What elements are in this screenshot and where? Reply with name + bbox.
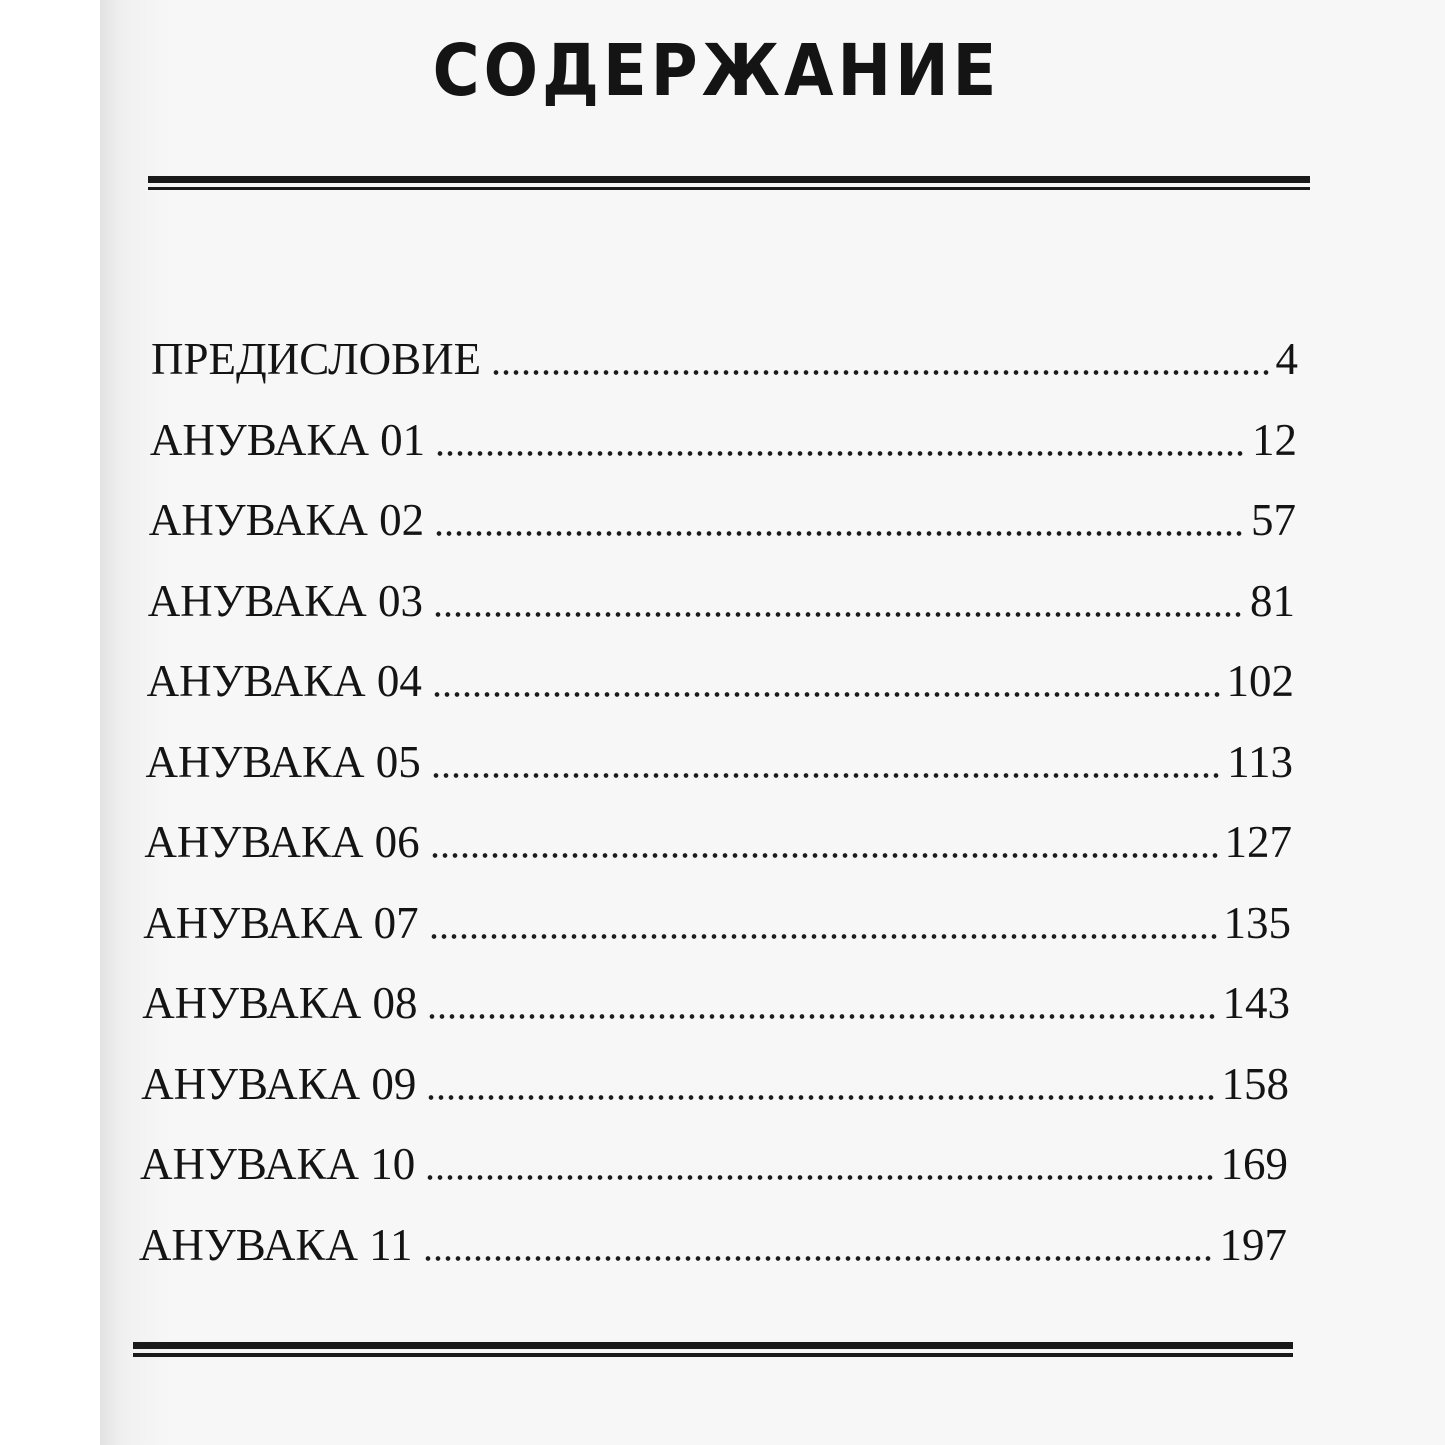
dot-leader [430, 853, 1219, 858]
bottom-rule-thick-line [133, 1342, 1293, 1349]
toc-entry[interactable] [151, 322, 1298, 382]
page-title: СОДЕРЖАНИЕ [432, 30, 1001, 113]
toc-page-number: 197 [1219, 1219, 1287, 1270]
toc-page-number: 102 [1226, 656, 1294, 706]
dot-leader [423, 1256, 1214, 1261]
dot-leader [435, 451, 1246, 456]
dot-leader [429, 934, 1218, 939]
toc-entry-label: АНУВАКА 01 [149, 414, 426, 465]
toc-entry-label: АНУВАКА 07 [143, 897, 419, 948]
toc-entry-label: АНУВАКА 06 [144, 817, 420, 867]
dot-leader [433, 612, 1244, 617]
toc-entry[interactable] [142, 966, 1290, 1026]
bottom-double-rule [133, 1342, 1293, 1362]
toc-entry-label: АНУВАКА 11 [138, 1219, 413, 1270]
toc-entry[interactable] [141, 1047, 1289, 1107]
toc-page-number: 113 [1227, 736, 1293, 787]
dot-leader [434, 531, 1245, 536]
toc-entry-label: АНУВАКА 05 [145, 736, 421, 787]
dot-leader [432, 692, 1221, 697]
toc-page-number: 135 [1223, 897, 1291, 948]
toc-entry[interactable] [143, 886, 1291, 946]
toc-entry-label: АНУВАКА 08 [142, 978, 418, 1028]
toc-page-number: 12 [1251, 414, 1297, 465]
toc-entry-label: АНУВАКА 04 [146, 656, 422, 706]
toc-entry[interactable] [149, 483, 1296, 543]
toc-entry-label: АНУВАКА 10 [140, 1139, 416, 1189]
toc-page-number: 127 [1224, 817, 1292, 867]
toc-page-number: 143 [1222, 978, 1290, 1028]
dot-leader [427, 1014, 1216, 1019]
dot-leader [426, 1095, 1215, 1100]
toc-page-number: 81 [1249, 575, 1295, 626]
dot-leader [431, 773, 1221, 778]
toc-entry[interactable] [147, 644, 1294, 704]
toc-entry-label: ПРЕДИСЛОВИЕ [151, 334, 482, 384]
dot-leader [425, 1175, 1214, 1180]
toc-page-number: 57 [1250, 495, 1296, 545]
bottom-rule-thin-line [133, 1353, 1293, 1357]
dot-leader [491, 370, 1269, 375]
toc-entry-label: АНУВАКА 02 [148, 495, 425, 545]
toc-entry[interactable] [148, 564, 1295, 624]
toc-entry[interactable] [139, 1208, 1287, 1268]
toc-entry[interactable] [150, 403, 1297, 463]
toc-page-number: 169 [1220, 1139, 1288, 1189]
toc-page-number: 4 [1275, 334, 1298, 384]
toc-entry[interactable] [140, 1127, 1288, 1187]
toc-page-number: 158 [1221, 1058, 1289, 1109]
toc-entry[interactable] [146, 725, 1294, 785]
toc-entry-label: АНУВАКА 09 [141, 1058, 417, 1109]
toc-entry-label: АНУВАКА 03 [147, 575, 423, 626]
toc-entry[interactable] [144, 805, 1292, 865]
